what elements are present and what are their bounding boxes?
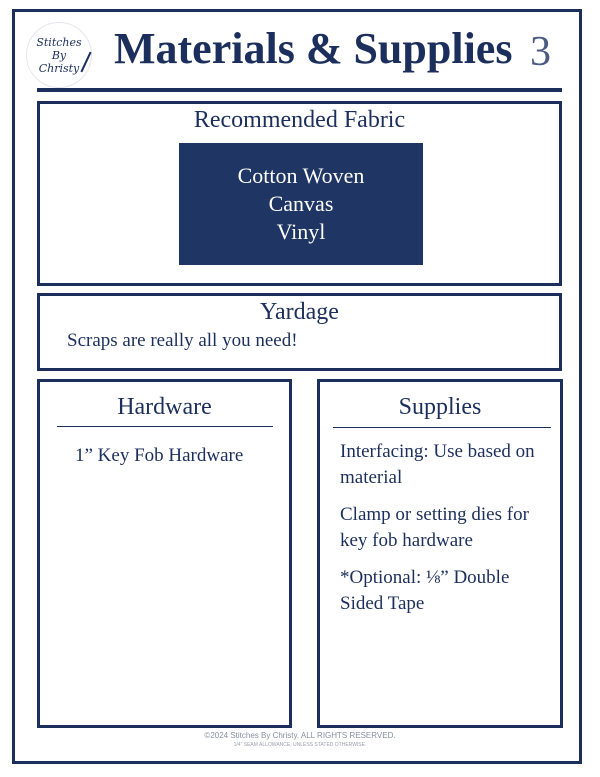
logo-line-2: By xyxy=(51,48,67,62)
fabric-item: Vinyl xyxy=(276,219,326,244)
title-divider xyxy=(37,88,562,92)
hardware-item: 1” Key Fob Hardware xyxy=(75,445,244,466)
supplies-section xyxy=(317,379,563,728)
supplies-heading: Supplies xyxy=(398,394,482,420)
supplies-item: *Optional: ⅛” Double Sided Tape xyxy=(340,567,510,614)
footer-copyright: ©2024 Stitches By Christy. ALL RIGHTS RESERVED. xyxy=(204,731,396,740)
fabric-item: Cotton Woven xyxy=(237,163,365,188)
recommended-fabric-heading: Recommended Fabric xyxy=(193,107,406,133)
yardage-section xyxy=(37,293,562,371)
yardage-text: Scraps are really all you need! xyxy=(67,330,298,351)
brand-logo xyxy=(26,22,92,88)
fabric-item: Canvas xyxy=(268,191,334,216)
hardware-section xyxy=(37,379,292,728)
footer-seam-note: 1/4" SEAM ALLOWANCE, UNLESS STATED OTHERWISE. xyxy=(233,742,367,748)
hardware-heading-divider xyxy=(57,426,273,427)
logo-line-3: Christy xyxy=(38,61,80,75)
page-number: 3 xyxy=(530,29,551,75)
yardage-heading: Yardage xyxy=(260,299,339,325)
supplies-list xyxy=(340,439,555,628)
supplies-heading-divider xyxy=(333,427,551,428)
recommended-fabric-section xyxy=(37,101,562,286)
hardware-heading: Hardware xyxy=(117,394,212,420)
hardware-list xyxy=(75,444,243,468)
supplies-item: Clamp or setting dies for key fob hardware xyxy=(340,504,529,551)
supplies-item: Interfacing: Use based on material xyxy=(340,441,535,488)
page-title: Materials & Supplies xyxy=(114,24,513,73)
logo-line-1: Stitches xyxy=(36,35,82,49)
fabric-list-panel xyxy=(179,143,423,265)
